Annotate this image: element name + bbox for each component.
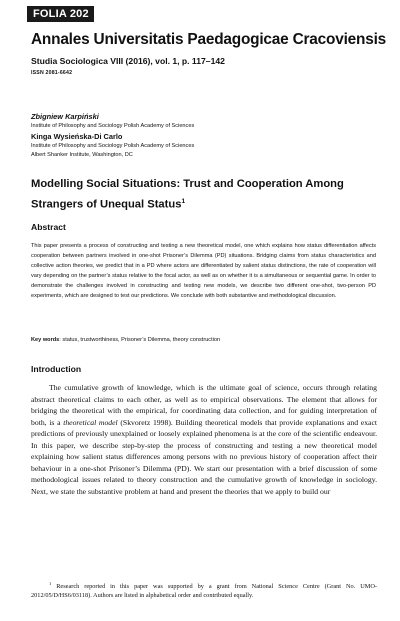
body-paragraph: [31, 382, 377, 497]
author-name: Kinga Wysieńska-Di Carlo: [31, 132, 123, 141]
body-text-part: (Skvoretz 1998). Building theoretical models that provide explanations and exact predictions of previously unexplained or loosely explained phenomena is at the core of the scientific endeavour. In this paper, we describe step-by-step the process of constructing and testing a new theoretical model explaining how salient status differences among persons with no previous history of cooperation affect their behaviour in a one-shot Prisoner’s Dilemma (PD). We start our presentation with a brief discussion of some methodological issues related to theory construction and the cumulative growth of knowledge in sociology. Next, we state the substantive problem at hand and present the theories that we apply to build our: [31, 417, 377, 496]
author-affiliation: Albert Shanker Institute, Washington, DC: [31, 152, 133, 158]
keywords-text: : status, trustworthiness, Prisoner’s Dilemma, theory construction: [59, 337, 221, 343]
author-block: [31, 111, 376, 160]
folia-label: FOLIA 202: [27, 6, 94, 22]
body-text-part: The cumulative growth of knowledge, which is the ultimate goal of science, occurs through relating abstract theoretical claims to each other, as well as to empirical observations. The element that allows for bridging the theoretical with the empirical, for coordinating data collection, and for guiding interpretation of both, is a: [31, 383, 377, 427]
body-text-italic: theoretical model: [63, 417, 118, 427]
footnote-text: Research reported in this paper was supported by a grant from National Science Centre (Grant No. UMO-2012/05/D/HS6/03118). Authors are listed in alphabetical order and contributed equally.: [31, 583, 377, 600]
article-title: [31, 176, 376, 214]
author-name: Zbigniew Karpiński: [31, 112, 99, 121]
keywords-label: Key words: [31, 337, 60, 343]
author-affiliation: Institute of Philosophy and Sociology Polish Academy of Sciences: [31, 143, 195, 149]
issn: ISSN 2081-6642: [31, 70, 73, 76]
footnote: [31, 579, 377, 601]
keywords: [31, 336, 376, 345]
author-affiliation: Institute of Philosophy and Sociology Polish Academy of Sciences: [31, 123, 195, 129]
section-heading-introduction: Introduction: [31, 364, 82, 374]
footnote-marker[interactable]: 1: [181, 198, 186, 205]
abstract-heading: Abstract: [31, 222, 66, 232]
series-line: Studia Sociologica VIII (2016), vol. 1, p. 117–142: [31, 56, 225, 66]
article-title-text: Modelling Social Situations: Trust and Cooperation Among Strangers of Unequal Status: [31, 178, 344, 211]
footnote-number: 1: [49, 581, 52, 586]
abstract-text: This paper presents a process of constructing and testing a new theoretical model, one which explains how status differentiation affects cooperation between partners involved in one-shot Prisoner’s Dilemma (PD) situations. Bridging claims from status characteristics and collective action theories, we predict that in a PD where actors are differentiated by salient status distinctions, the rate of cooperation will vary depending on the partner’s status relative to the focal actor, as well as on whether it is a simultaneous or sequential game. In order to demonstrate the challenges involved in constructing and testing new models, we describe two different one-shot, two-person PD experiments, which are designed to test our predictions. We conclude with both substantive and methodological discussion.: [31, 243, 376, 299]
journal-title: Annales Universitatis Paedagogicae Cracoviensis: [31, 31, 387, 48]
